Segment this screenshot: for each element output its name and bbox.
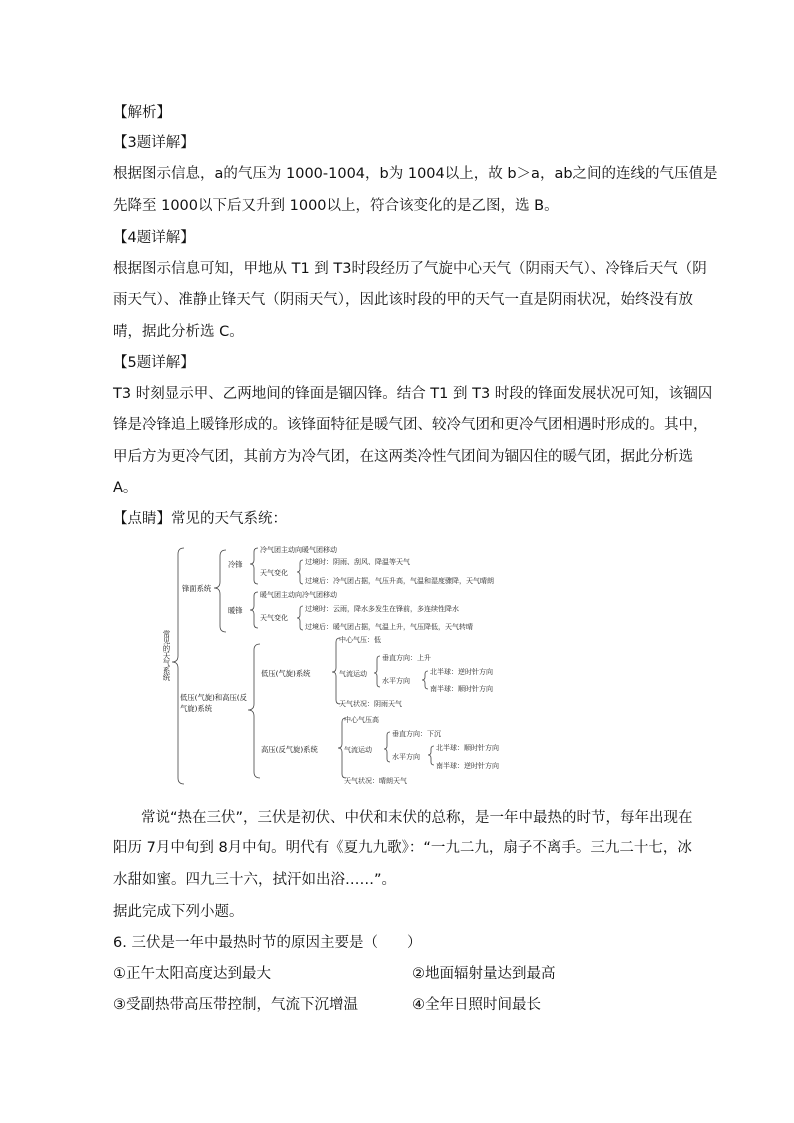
passage-line: 常说“热在三伏”，三伏是初伏、中伏和末伏的总称，是一年中最热的时节，每年出现在 [141,810,693,826]
front-system-label: 锋面系统 [182,584,212,593]
low-airflow: 气流运动 [339,670,367,678]
high-weather: 天气状况：晴朗天气 [344,777,407,785]
low-vertical: 垂直方向：上升 [382,654,431,662]
cold-front-during: 过境时：阴雨、刮风、降温等天气 [305,558,410,566]
cold-front-after: 过境后：冷气团占据，气压升高，气温和湿度骤降，天气晴朗 [305,577,494,585]
high-vertical: 垂直方向：下沉 [392,730,441,738]
high-south: 南半球：逆时针方向 [436,762,499,770]
warm-front-after: 过境后：暖气团占据，气温上升，气压降低，天气转晴 [305,623,473,631]
q3-line: 根据图示信息，a的气压为 1000-1004，b为 1004以上，故 b＞a，ab之间的连线的气压值是 [113,166,718,182]
high-center-pressure: 中心气压高 [344,716,379,724]
q6-option-4: ④全年日照时间最长 [412,997,541,1013]
passage-line: 水甜如蜜。四九三十六，拭汗如出浴……”。 [113,872,397,888]
warm-front-change: 天气变化 [260,614,288,622]
q4-title: 【4题详解】 [113,230,195,246]
warm-front-move: 暖气团主动向冷气团移动 [260,591,337,599]
q4-line: 根据图示信息可知，甲地从 T1 到 T3时段经历了气旋中心天气（阴雨天气）、冷锋后天气（阴 [113,261,707,277]
high-horizontal: 水平方向 [392,753,420,761]
q6-stem: 6. 三伏是一年中最热时节的原因主要是（ ） [113,935,422,951]
q6-option-1: ①正午太阳高度达到最大 [113,966,271,982]
q3-title: 【3题详解】 [113,135,195,151]
low-north: 北半球：逆时针方向 [430,668,493,676]
weather-system-diagram [158,540,538,792]
q3-line: 先降至 1000以下后又升到 1000以上，符合该变化的是乙图，选 B。 [113,198,559,214]
low-horizontal: 水平方向 [382,677,410,685]
low-south: 南半球：顺时针方向 [430,685,493,693]
q4-line: 雨天气）、准静止锋天气（阴雨天气），因此该时段的甲的天气一直是阴雨状况，始终没有放 [113,292,693,308]
q5-title: 【5题详解】 [113,355,195,371]
warm-front-during: 过境时：云雨，降水多发生在锋前，多连续性降水 [305,605,459,613]
q6-option-3: ③受副热带高压带控制，气流下沉增温 [113,997,358,1013]
pressure-system-label: 低压(气旋)和高压(反气旋)系统 [180,693,247,713]
instruction: 据此完成下列小题。 [113,904,244,920]
high-pressure-label: 高压(反气旋)系统 [261,745,318,754]
q4-line: 晴，据此分析选 C。 [113,324,244,340]
cold-front-change: 天气变化 [260,569,288,577]
q5-line: A。 [113,480,138,496]
diagram-root-label: 常见的天气系统 [162,630,172,682]
high-airflow: 气流运动 [344,746,372,754]
q6-option-2: ②地面辐射量达到最高 [412,966,556,982]
q5-line: 锋是冷锋追上暖锋形成的。该锋面特征是暖气团、较冷气团和更冷气团相遇时形成的。其中， [113,417,708,433]
warm-front-label: 暖锋 [228,606,243,615]
solution-heading: 【解析】 [113,105,171,121]
tip-heading: 【点睛】常见的天气系统： [113,511,287,527]
cold-front-label: 冷锋 [228,560,243,569]
low-weather: 天气状况：阴雨天气 [339,700,402,708]
passage-line: 阳历 7月中旬到 8月中旬。明代有《夏九九歌》：“一九二九，扇子不离手。三九二十七，冰 [113,840,692,856]
low-center-pressure: 中心气压：低 [339,636,381,644]
high-north: 北半球：顺时针方向 [436,744,499,752]
q5-line: T3 时刻显示甲、乙两地间的锋面是锢囚锋。结合 T1 到 T3 时段的锋面发展状况可知，该锢囚 [113,386,713,402]
low-pressure-label: 低压(气旋)系统 [261,669,311,678]
q5-line: 甲后方为更冷气团，其前方为冷气团，在这两类冷性气团间为锢囚住的暖气团，据此分析选 [113,449,693,465]
cold-front-move: 冷气团主动向暖气团移动 [260,546,337,554]
